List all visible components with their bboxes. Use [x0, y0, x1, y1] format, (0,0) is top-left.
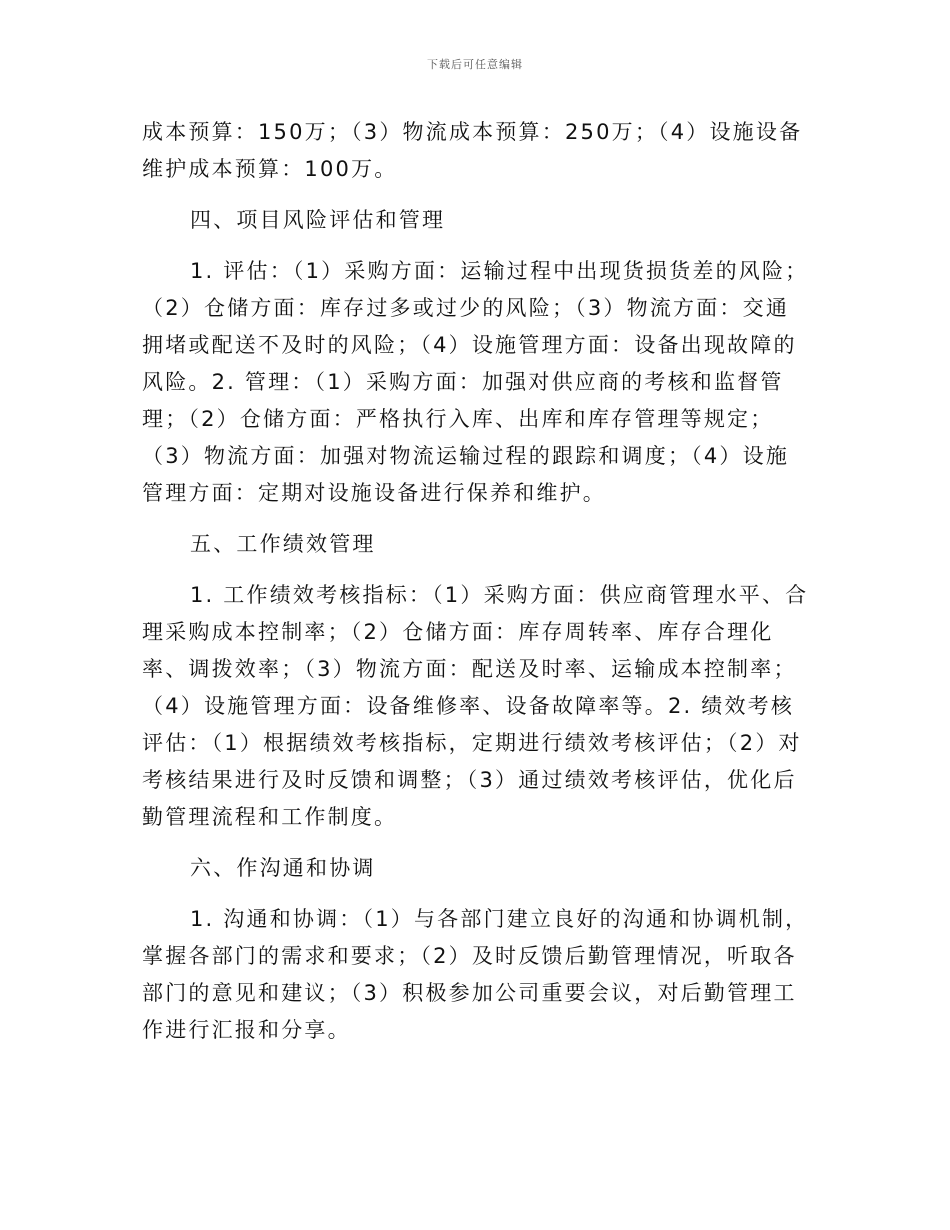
risk-paragraph: 1. 评估：（1）采购方面：运输过程中出现货损货差的风险；（2）仓储方面：库存过多或过少的风险；（3）物流方面：交通拥堵或配送不及时的风险；（4）设施管理方面：设备出现故障的风险。2. 管理：（1）采购方面：加强对供应商的考核和监督管理；（2）仓储方面：严格执行入库、出库和库存管理等规定；（3）物流方面：加强对物流运输过程的跟踪和调度；（4）设施管理方面：定期对设施设备进行保养和维护。	[142, 259, 809, 505]
document-body	[142, 114, 810, 1049]
communication-paragraph: 1. 沟通和协调：（1）与各部门建立良好的沟通和协调机制，掌握各部门的需求和要求；（2）及时反馈后勤管理情况，听取各部门的意见和建议；（3）积极参加公司重要会议，对后勤管理工作进行汇报和分享。	[142, 907, 809, 1042]
section-heading-risk: 四、项目风险评估和管理	[190, 208, 446, 232]
budget-paragraph: 成本预算：150万；（3）物流成本预算：250万；（4）设施设备维护成本预算：100万。	[142, 120, 803, 181]
page-header-note: 下载后可任意编辑	[427, 58, 523, 71]
section-heading-performance: 五、工作绩效管理	[190, 532, 376, 556]
performance-paragraph: 1. 工作绩效考核指标：（1）采购方面：供应商管理水平、合理采购成本控制率；（2）仓储方面：库存周转率、库存合理化率、调拨效率；（3）物流方面：配送及时率、运输成本控制率；（4）设施管理方面：设备维修率、设备故障率等。2. 绩效考核评估：（1）根据绩效考核指标，定期进行绩效考核评估；（2）对考核结果进行及时反馈和调整；（3）通过绩效考核评估，优化后勤管理流程和工作制度。	[142, 583, 809, 829]
section-heading-communication: 六、作沟通和协调	[190, 856, 376, 880]
